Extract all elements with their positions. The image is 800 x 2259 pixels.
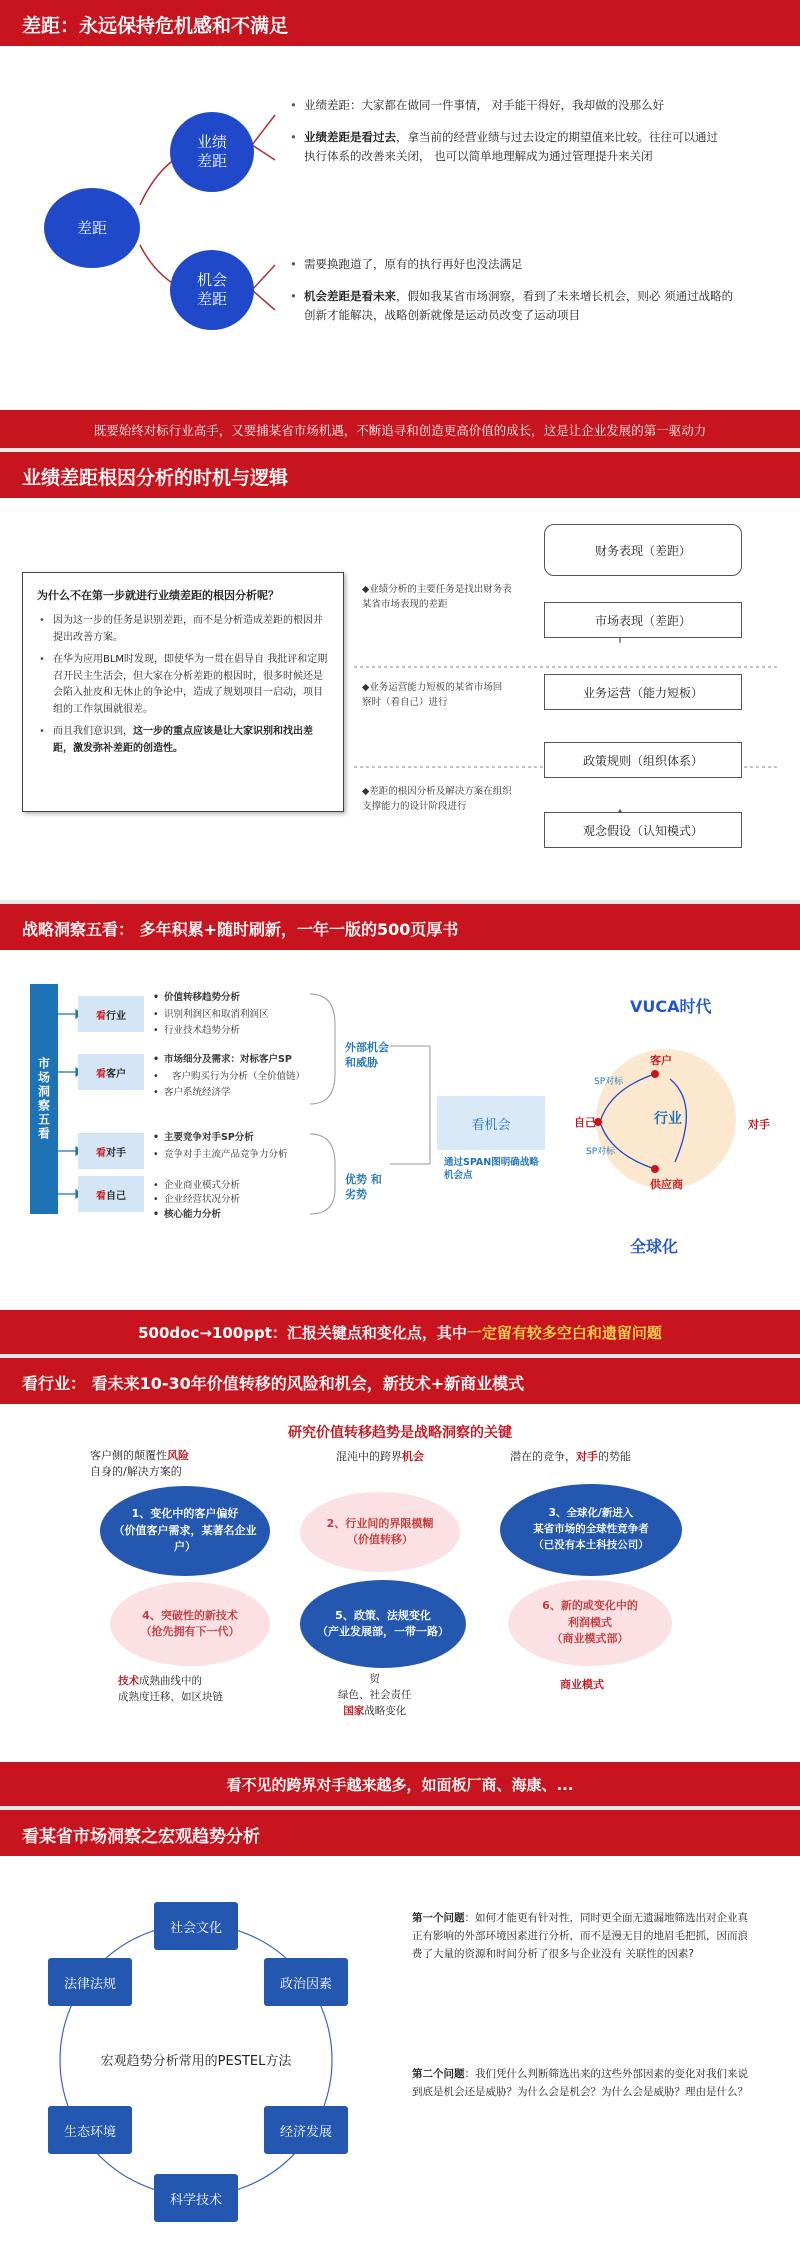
root-cause-bullet-3: • 而且我们意识到，这一步的重点应该是让大家识别和找出差距，激发弥补差距的创造性。 (37, 724, 329, 757)
slide-root-cause-timing (0, 452, 800, 900)
pestel-question-1: 第一个问题：如何才能更有针对性，同时更全面无遗漏地筛选出对企业真正有影响的外部环境因素进行分析，而不是漫无目的地眉毛把抓，因而浪费了大量的资源和时间分析了很多与企业没有 关联性的因素? (412, 1912, 748, 1960)
bottom-note-policy: 贸 绿色、社会责任 国家战略变化 (338, 1673, 412, 1717)
stair-policy: 政策规则（组织体系） (544, 742, 742, 778)
supplier-node-label: 供应商 (650, 1178, 683, 1191)
rival-item-2: • 竞争对手主流产品竞争力分析 (152, 1147, 288, 1164)
performance-gap-circle (170, 112, 254, 192)
slide5-title: 看某省市场洞察之宏观趋势分析 (0, 1810, 800, 1856)
bottom-note-tech: 技术成熟曲线中的 成熟度迁移，如区块链 (118, 1675, 223, 1703)
opp-bullet-1: • 需要换跑道了，原有的执行再好也没法满足 (288, 255, 738, 275)
five-looks-label: 市场洞察五看 (30, 984, 58, 1214)
pestel-center-label: 宏观趋势分析常用的PESTEL方法 (100, 2054, 292, 2069)
stair-assumptions: 观念假设（认知模式） (544, 812, 742, 848)
strength-weakness-label: 优势 和 劣势 (345, 1173, 382, 1202)
rival-item-1: • 主要竞争对手SP分析 (152, 1130, 288, 1147)
stair-note-3: ◆差距的根因分析及解决方案在组织 支撑能力的设计阶段进行 (362, 786, 512, 813)
trend-ellipse-customer: 1、变化中的客户偏好 （价值客户需求，某著名企业 户） (100, 1486, 270, 1576)
slide3-footer-highlight: 一定留有较多空白和遗留问题 (466, 1324, 662, 1342)
tab-look-self: 看 自己 (78, 1176, 144, 1212)
perf-bullet-1: • 业绩差距：大家都在做同一件事情， 对手能干得好，我却做的没那么好 (288, 96, 728, 116)
slide2-title: 业绩差距根因分析的时机与逻辑 (0, 452, 800, 498)
slide1-footer-band (0, 410, 800, 448)
stair-note-1: ◆业绩分析的主要任务是找出财务表 某省市场表现的差距 (362, 584, 512, 611)
opportunity-box: 看机会 (437, 1096, 545, 1150)
vuca-label: VUCA时代 (630, 997, 712, 1016)
sp-benchmark-bottom: SP对标 (586, 1147, 616, 1157)
perf-bullet-2: • 业绩差距是看过去，拿当前的经营业绩与过去设定的期望值来比较。往往可以通过执行体系的改善来关闭， 也可以简单地理解成为通过管理提升来关闭 (288, 128, 728, 167)
root-cause-question: 为什么不在第一步就进行业绩差距的根因分析呢？ (37, 589, 279, 602)
slide4-footer-band (0, 1762, 800, 1806)
self-item-3: • 核心能力分析 (152, 1208, 240, 1222)
stair-note-2: ◆业务运营能力短板的某省市场回 察时（看自己）进行 (362, 682, 503, 709)
tab-look-customer: 看 客户 (78, 1054, 144, 1090)
performance-gap-label: 业绩 差距 (196, 133, 227, 170)
performance-gap-bullets (288, 96, 728, 167)
opportunity-note: 通过SPAN图明确战略 机会点 (444, 1157, 539, 1182)
trend-ellipse-profit-model: 6、新的或变化中的 利润模式 （商业模式部） (508, 1580, 672, 1666)
customer-items (152, 1052, 305, 1102)
stair-market: 市场表现（差距） (544, 602, 742, 638)
slide3-footer-band (0, 1310, 800, 1354)
root-cause-bullet-2: • 在华为应用BLM时发现，即使华为一贯在倡导自 我批评和定期召开民主生活会，但大家在分析差距的根因时，很多时候还是会陷入扯皮和无休止的争论中，造成了规划项目一启动，项目组的工作氛围就很差。 (37, 652, 329, 718)
customer-item-3: • 客户系统经济学 (152, 1085, 305, 1102)
rival-node-label: 对手 (748, 1118, 770, 1131)
tab-look-rival: 看 对手 (78, 1133, 144, 1169)
rival-items (152, 1130, 288, 1163)
stair-financial: 财务表现（差距） (544, 524, 742, 576)
self-item-2: • 企业经营状况分析 (152, 1193, 240, 1207)
opportunity-gap-bullets (288, 255, 738, 326)
slide-performance-gap (0, 0, 800, 448)
self-items (152, 1179, 240, 1222)
bottom-note-business-model: 商业模式 (560, 1678, 604, 1691)
slide-pestel (0, 1810, 800, 2259)
industry-item-3: • 行业技术趋势分析 (152, 1023, 269, 1040)
trend-ellipse-industry-boundary: 2、行业间的界限模糊 （价值转移） (300, 1492, 460, 1572)
pestel-environment: 生态环境 (48, 2106, 132, 2154)
slide-five-looks (0, 904, 800, 1354)
opp-bullet-2: • 机会差距是看未来，假如我某省市场洞察，看到了未来增长机会，则必 须通过战略的创新才能解决，战略创新就像是运动员改变了运动项目 (288, 287, 738, 326)
stair-operations: 业务运营（能力短板） (544, 674, 742, 710)
tab-look-industry: 看 行业 (78, 996, 144, 1032)
column-heading-rival: 潜在的竞争，对手的势能 (510, 1450, 631, 1463)
trend-ellipse-new-tech: 4、突破性的新技术 （抢先拥有下一代） (110, 1582, 270, 1666)
trend-ellipse-global-rivals: 3、全球化/新进入 某省市场的全球性竞争者 （已没有本土科技公司） (500, 1484, 682, 1576)
column-heading-risk: 客户侧的颠覆性风险 自身的/解决方案的 (90, 1449, 189, 1478)
slide-look-industry (0, 1358, 800, 1806)
slide1-footer-text: 既要始终对标行业高手，又要捕某省市场机遇，不断追寻和创造更高价值的成长，这是让企业发展的第一驱动力 (93, 423, 707, 438)
pestel-political: 政治因素 (264, 1958, 348, 2006)
industry-item-2: • 识别利润区和取消利润区 (152, 1007, 269, 1024)
pestel-ring (0, 1810, 800, 2259)
root-cause-bullet-1: • 因为这一步的任务是识别差距，而不是分析造成差距的根因并提出改善方案。 (37, 613, 329, 646)
slide3-footer-text: 500doc→100ppt：汇报关键点和变化点，其中 (138, 1324, 467, 1342)
industry-items (152, 990, 269, 1040)
customer-node-label: 客户 (650, 1054, 672, 1067)
industry-node-label: 行业 (654, 1111, 682, 1127)
slide4-footer-text: 看不见的跨界对手越来越多，如面板厂商、海康、... (226, 1776, 574, 1794)
external-opportunity-label: 外部机会 和威胁 (345, 1041, 389, 1070)
slide4-title: 看行业： 看未来10-30年价值转移的风险和机会，新技术+新商业模式 (0, 1358, 800, 1404)
customer-item-2: • 客户购买行为分析（全价值链） (152, 1069, 305, 1086)
slide3-title: 战略洞察五看： 多年积累+随时刷新，一年一版的500页厚书 (0, 904, 800, 950)
opportunity-gap-circle (170, 250, 254, 330)
five-looks-connectors (0, 904, 800, 1354)
opportunity-gap-label: 机会 差距 (196, 271, 227, 308)
pestel-legal: 法律法规 (48, 1958, 132, 2006)
pestel-technology: 科学技术 (154, 2174, 238, 2222)
pestel-economic: 经济发展 (264, 2106, 348, 2154)
globalization-label: 全球化 (630, 1237, 679, 1256)
slide1-title: 差距：永远保持危机感和不满足 (0, 0, 800, 46)
self-node-label: 自己 (574, 1116, 596, 1129)
pestel-question-2: 第二个问题：我们凭什么判断筛选出来的这些外部因素的变化对我们来说到底是机会还是威胁？为什么会是机会？为什么会是威胁？理由是什么？ (412, 2068, 748, 2098)
industry-item-1: • 价值转移趋势分析 (152, 990, 269, 1007)
sp-benchmark-top: SP对标 (594, 1077, 624, 1087)
slide4-subtitle: 研究价值转移趋势是战略洞察的关键 (288, 1425, 512, 1441)
column-heading-opportunity: 混沌中的跨界机会 (336, 1450, 424, 1463)
self-item-1: • 企业商业模式分析 (152, 1179, 240, 1193)
pestel-social: 社会文化 (154, 1902, 238, 1950)
trend-ellipse-policy: 5、政策、法规变化 （产业发展部，一带一路） (300, 1580, 466, 1668)
customer-item-1: • 市场细分及需求：对标客户SP (152, 1052, 305, 1069)
gap-center-circle: 差距 (44, 188, 140, 268)
